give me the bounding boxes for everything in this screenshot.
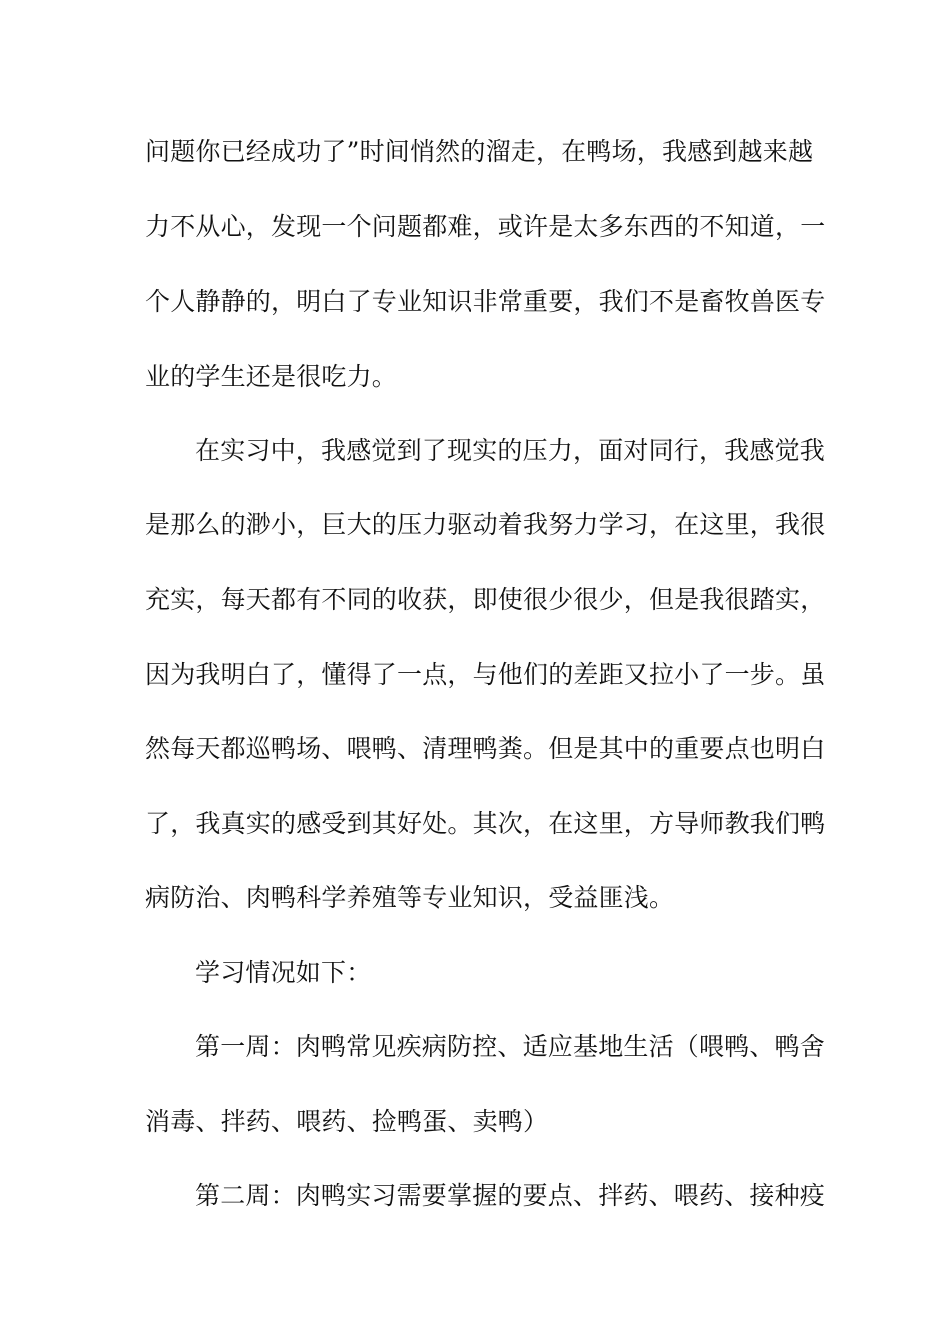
text-line: 力不从心，发现一个问题都难，或许是太多东西的不知道，一 bbox=[145, 212, 826, 241]
text-line: 个人静静的，明白了专业知识非常重要，我们不是畜牧兽医专 bbox=[145, 287, 826, 316]
text-line: 了，我真实的感受到其好处。其次，在这里，方导师教我们鸭 bbox=[145, 809, 826, 838]
text-line: 然每天都巡鸭场、喂鸭、清理鸭粪。但是其中的重要点也明白 bbox=[145, 734, 826, 763]
text-line: 第一周：肉鸭常见疾病防控、适应基地生活（喂鸭、鸭舍 bbox=[195, 1032, 826, 1061]
text-line: 在实习中，我感觉到了现实的压力，面对同行，我感觉我 bbox=[195, 436, 826, 465]
section-intro: 学习情况如下： bbox=[195, 958, 372, 987]
text-line: 因为我明白了，懂得了一点，与他们的差距又拉小了一步。虽 bbox=[145, 660, 826, 689]
text-line: 是那么的渺小，巨大的压力驱动着我努力学习，在这里，我很 bbox=[145, 510, 826, 539]
text-line: 病防治、肉鸭科学养殖等专业知识，受益匪浅。 bbox=[145, 883, 675, 912]
text-line: 问题你已经成功了”时间悄然的溜走，在鸭场，我感到越来越 bbox=[145, 137, 814, 166]
text-line: 业的学生还是很吃力。 bbox=[145, 362, 398, 391]
text-line: 充实，每天都有不同的收获，即使很少很少，但是我很踏实， bbox=[145, 585, 826, 614]
text-line: 第二周：肉鸭实习需要掌握的要点、拌药、喂药、接种疫 bbox=[195, 1181, 826, 1210]
text-line: 消毒、拌药、喂药、捡鸭蛋、卖鸭） bbox=[145, 1107, 549, 1136]
